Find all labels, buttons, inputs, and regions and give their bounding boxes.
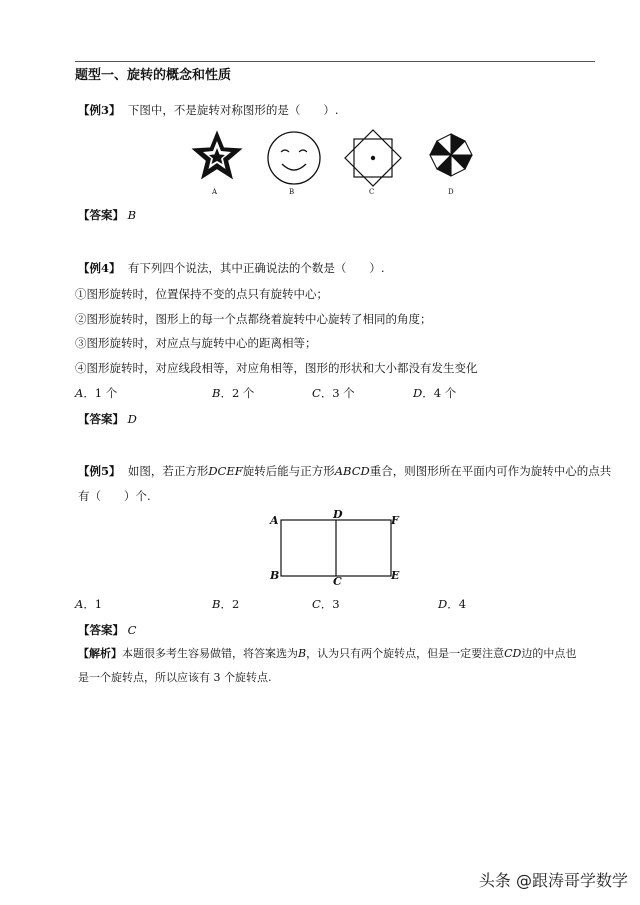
- caption-b: B: [289, 188, 295, 196]
- figure-c-squares: [342, 128, 404, 188]
- ex4-statement-1: ①图形旋转时，位置保持不变的点只有旋转中心；: [75, 287, 328, 301]
- ex3-answer: [78, 208, 136, 222]
- ex4-statement-3: ③图形旋转时，对应点与旋转中心的距离相等；: [75, 336, 317, 350]
- ex3-tag: 【例3】: [78, 103, 121, 117]
- ex3-question: [78, 103, 338, 117]
- ex4-option-a-letter: A: [75, 386, 84, 400]
- ex5-analysis-line1: [78, 647, 576, 661]
- ex4-option-b: [212, 386, 254, 400]
- ex5-analysis-1b: B: [298, 647, 307, 660]
- ex5-option-c-text: ．3: [320, 597, 340, 611]
- ex5-analysis-1e: 边的中点也: [521, 647, 577, 660]
- ex4-option-d: [413, 386, 456, 400]
- figure-d-pinwheel: [428, 132, 474, 178]
- ex3-question-text: 下图中，不是旋转对称图形的是（ ）.: [127, 103, 339, 117]
- ex5-option-a: [75, 597, 102, 611]
- ex5-analysis-1c: ，认为只有两个旋转点，但是一定要注意: [306, 647, 505, 660]
- ex5-option-a-text: ．1: [83, 597, 103, 611]
- caption-d: D: [448, 188, 454, 196]
- ex5-point-c: C: [333, 575, 342, 588]
- ex4-option-b-letter: B: [212, 386, 221, 400]
- ex4-answer-tag: 【答案】: [78, 412, 124, 426]
- ex4-answer: [78, 412, 137, 426]
- ex4-tag: 【例4】: [78, 261, 121, 275]
- ex4-option-d-text: ．4 个: [422, 386, 457, 400]
- ex5-option-a-letter: A: [75, 597, 84, 611]
- caption-c: C: [369, 188, 375, 196]
- ex5-q-part-c: 重合，则图形所在平面内可作为旋转中心的点共: [369, 464, 612, 478]
- ex3-answer-value: B: [127, 208, 137, 222]
- ex4-option-a: [75, 386, 117, 400]
- ex5-point-f: F: [391, 514, 399, 527]
- ex5-analysis-1d: CD: [504, 647, 522, 660]
- ex5-option-d-letter: D: [438, 597, 448, 611]
- ex5-option-c: [312, 597, 340, 611]
- ex5-point-d: D: [333, 508, 343, 521]
- figure-b-smiley: [266, 130, 322, 186]
- ex5-point-b: B: [270, 569, 280, 582]
- ex5-question-line1: [78, 464, 611, 478]
- ex5-point-e: E: [391, 569, 400, 582]
- ex4-question: [78, 261, 384, 275]
- ex5-option-c-letter: C: [312, 597, 321, 611]
- ex5-analysis-line2: 是一个旋转点，所以应该有 3 个旋转点.: [78, 671, 272, 684]
- header-rule: [75, 61, 595, 62]
- ex4-option-d-letter: D: [413, 386, 423, 400]
- ex5-analysis-tag: 【解析】: [78, 647, 122, 660]
- ex5-analysis-1a: 本题很多考生容易做错，将答案选为: [122, 647, 298, 660]
- ex3-answer-tag: 【答案】: [78, 208, 124, 222]
- ex5-square-dcef: DCEF: [208, 464, 243, 478]
- ex4-option-c-text: ．3 个: [320, 386, 355, 400]
- ex4-statement-4: ④图形旋转时，对应线段相等，对应角相等，图形的形状和大小都没有发生变化: [75, 361, 478, 375]
- ex5-option-b-letter: B: [212, 597, 221, 611]
- ex5-q-part-b: 旋转后能与正方形: [242, 464, 335, 478]
- ex5-option-d: [438, 597, 466, 611]
- ex5-figure-squares: [280, 519, 392, 577]
- ex5-answer: [78, 623, 136, 637]
- section-title: 题型一、旋转的概念和性质: [75, 68, 232, 83]
- ex5-option-d-text: ．4: [447, 597, 467, 611]
- watermark: 头条 @跟涛哥学数学: [478, 871, 628, 890]
- ex5-square-abcd: ABCD: [334, 464, 370, 478]
- ex5-q-part-a: 如图，若正方形: [127, 464, 209, 478]
- ex4-answer-value: D: [127, 412, 137, 426]
- ex5-point-a: A: [270, 514, 279, 527]
- ex5-answer-value: C: [127, 623, 137, 637]
- ex4-question-text: 有下列四个说法，其中正确说法的个数是（ ）.: [127, 261, 385, 275]
- ex4-option-b-text: ．2 个: [220, 386, 255, 400]
- ex5-option-b-text: ．2: [220, 597, 240, 611]
- ex4-option-c: [312, 386, 355, 400]
- figure-a-star: [190, 130, 244, 184]
- ex5-option-b: [212, 597, 239, 611]
- ex5-answer-tag: 【答案】: [78, 623, 124, 637]
- caption-a: A: [212, 188, 218, 196]
- ex4-statement-2: ②图形旋转时，图形上的每一个点都绕着旋转中心旋转了相同的角度；: [75, 312, 432, 326]
- ex4-option-c-letter: C: [312, 386, 321, 400]
- ex5-tag: 【例5】: [78, 464, 121, 478]
- ex5-question-line2: 有（ ）个.: [78, 489, 151, 503]
- ex4-option-a-text: ．1 个: [83, 386, 118, 400]
